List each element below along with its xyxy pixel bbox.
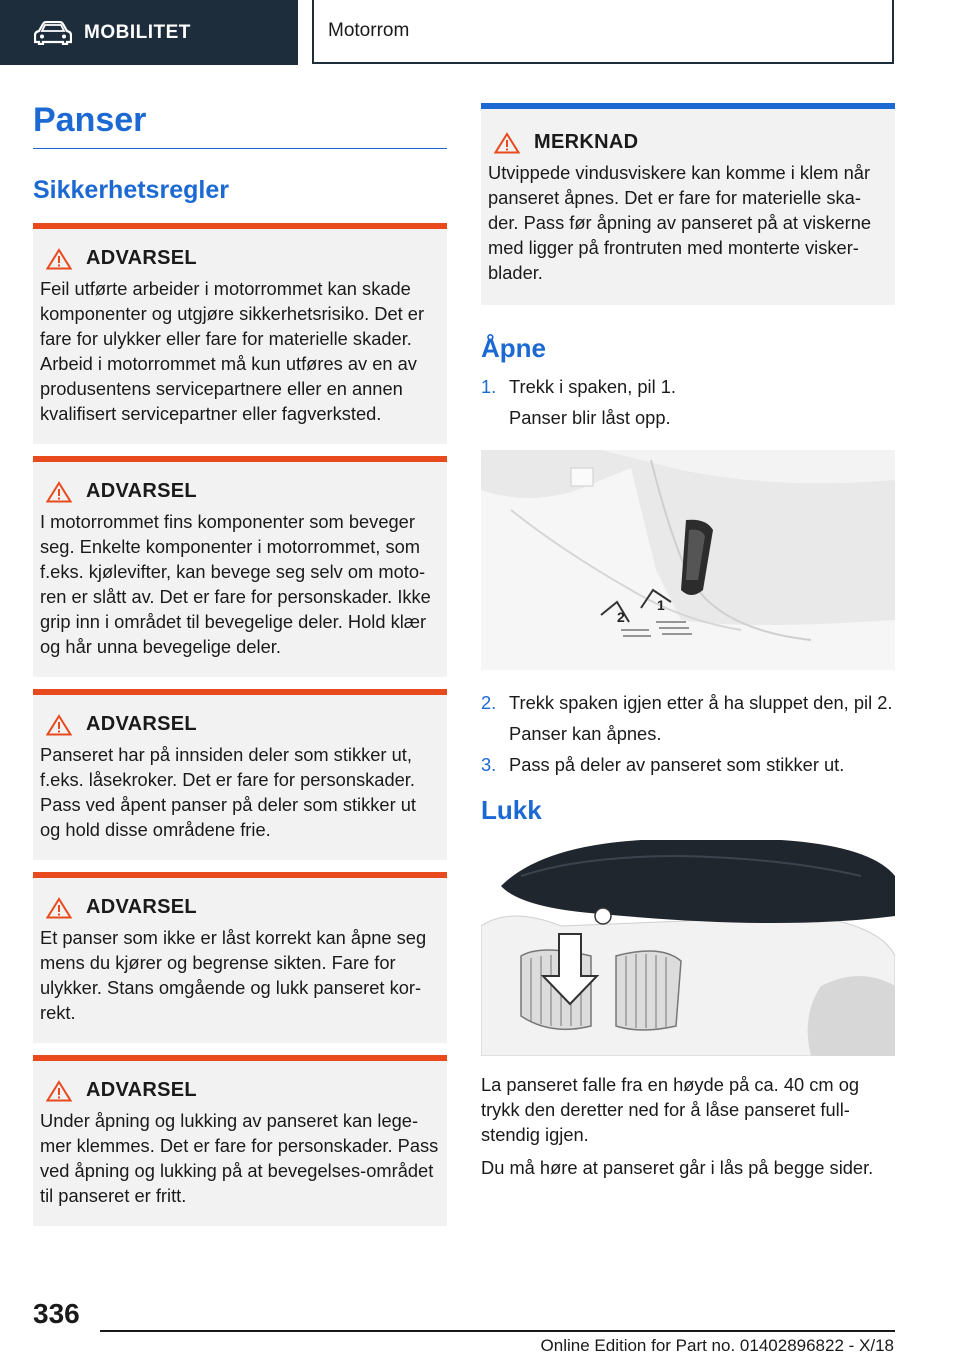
chapter-header	[312, 0, 894, 64]
note-box	[481, 103, 895, 305]
step-result: Panser blir låst opp.	[509, 407, 671, 428]
step-number: 2.	[481, 692, 497, 713]
warning-box	[33, 1055, 447, 1226]
warning-title: ADVARSEL	[86, 480, 197, 502]
hood-closing-illustration	[481, 836, 895, 1056]
close-paragraph: Du må høre at panseret går i lås på begge sider.	[481, 1157, 874, 1178]
car-icon	[34, 21, 72, 45]
warning-triangle-icon	[46, 248, 72, 270]
section-label: MOBILITET	[84, 21, 191, 43]
section-tab	[0, 0, 298, 65]
hood-release-lever-illustration	[481, 450, 895, 670]
warning-text: Panseret har på innsiden deler som stikker ut, f.eks. låsekroker. Det er fare for personskader. Pass ved åpent panser på deler som stikker ut og hold disse områdene frie.	[40, 744, 416, 840]
note-text: Utvippede vindusviskere kan komme i klem når panseret åpnes. Det er fare for materielle ska-der. Pass før åpning av panseret på at viskerne med ligger på frontruten med monterte visker-blader.	[488, 162, 872, 283]
note-title: MERKNAD	[534, 131, 639, 153]
arrow-label-2: 2	[617, 609, 625, 625]
right-column	[481, 103, 895, 1188]
warning-triangle-icon	[46, 897, 72, 919]
warning-box	[33, 872, 447, 1043]
warning-triangle-icon	[46, 714, 72, 736]
warning-triangle-icon	[494, 132, 520, 154]
step-item	[481, 690, 895, 746]
warning-box	[33, 223, 447, 444]
warning-text: Under åpning og lukking av panseret kan lege-mer klemmes. Det er fare for personskader. Pass ved åpning og lukking på at bevegelses-området til panseret er fritt.	[40, 1110, 439, 1206]
step-item	[481, 752, 895, 777]
edition-text: Online Edition for Part no. 01402896822 - X/18	[540, 1336, 894, 1355]
step-text: Trekk i spaken, pil 1.	[509, 376, 676, 397]
step-number: 1.	[481, 376, 497, 397]
warning-text: Et panser som ikke er låst korrekt kan åpne seg mens du kjører og begrense sikten. Fare for ulykker. Stans omgående og lukk panseret kor-rekt.	[40, 927, 427, 1023]
step-number: 3.	[481, 754, 497, 775]
warning-title: ADVARSEL	[86, 1079, 197, 1101]
arrow-label-1: 1	[657, 597, 665, 613]
page-number: 336	[33, 1298, 80, 1329]
step-text: Trekk spaken igjen etter å ha sluppet den, pil 2.	[509, 692, 893, 713]
page-title: Panser	[33, 100, 447, 149]
warning-title: ADVARSEL	[86, 713, 197, 735]
footer-rule	[100, 1330, 895, 1332]
warning-box	[33, 456, 447, 677]
warning-box	[33, 689, 447, 860]
warning-title: ADVARSEL	[86, 247, 197, 269]
close-paragraph: La panseret falle fra en høyde på ca. 40 cm og trykk den deretter ned for å låse panseret full-stendig igjen.	[481, 1074, 860, 1145]
warning-triangle-icon	[46, 481, 72, 503]
left-column	[33, 100, 447, 1238]
warning-triangle-icon	[46, 1080, 72, 1102]
open-heading: Åpne	[481, 333, 546, 363]
step-item	[481, 374, 895, 430]
step-result: Panser kan åpnes.	[509, 723, 662, 744]
warning-title: ADVARSEL	[86, 896, 197, 918]
section-subtitle: Sikkerhetsregler	[33, 176, 229, 204]
step-text: Pass på deler av panseret som stikker ut.	[509, 754, 845, 775]
warning-text: I motorrommet fins komponenter som beveger seg. Enkelte komponenter i motorrommet, som f.eks. kjølevifter, kan bevege seg selv om moto-ren er slått av. Det er fare for personskader. Ikke grip inn i området til bevegelige deler. Hold klær og hår unna bevegelige deler.	[40, 511, 431, 657]
close-heading: Lukk	[481, 795, 542, 825]
warning-text: Feil utførte arbeider i motorrommet kan skade komponenter og utgjøre sikkerhetsrisiko. Det er fare for ulykker eller fare for materielle skader. Arbeid i motorrommet må kun utføres av en av produsentens servicepartnere eller en annen kvalifisert servicepartner eller fagverksted.	[40, 278, 425, 424]
chapter-label: Motorrom	[328, 20, 410, 41]
